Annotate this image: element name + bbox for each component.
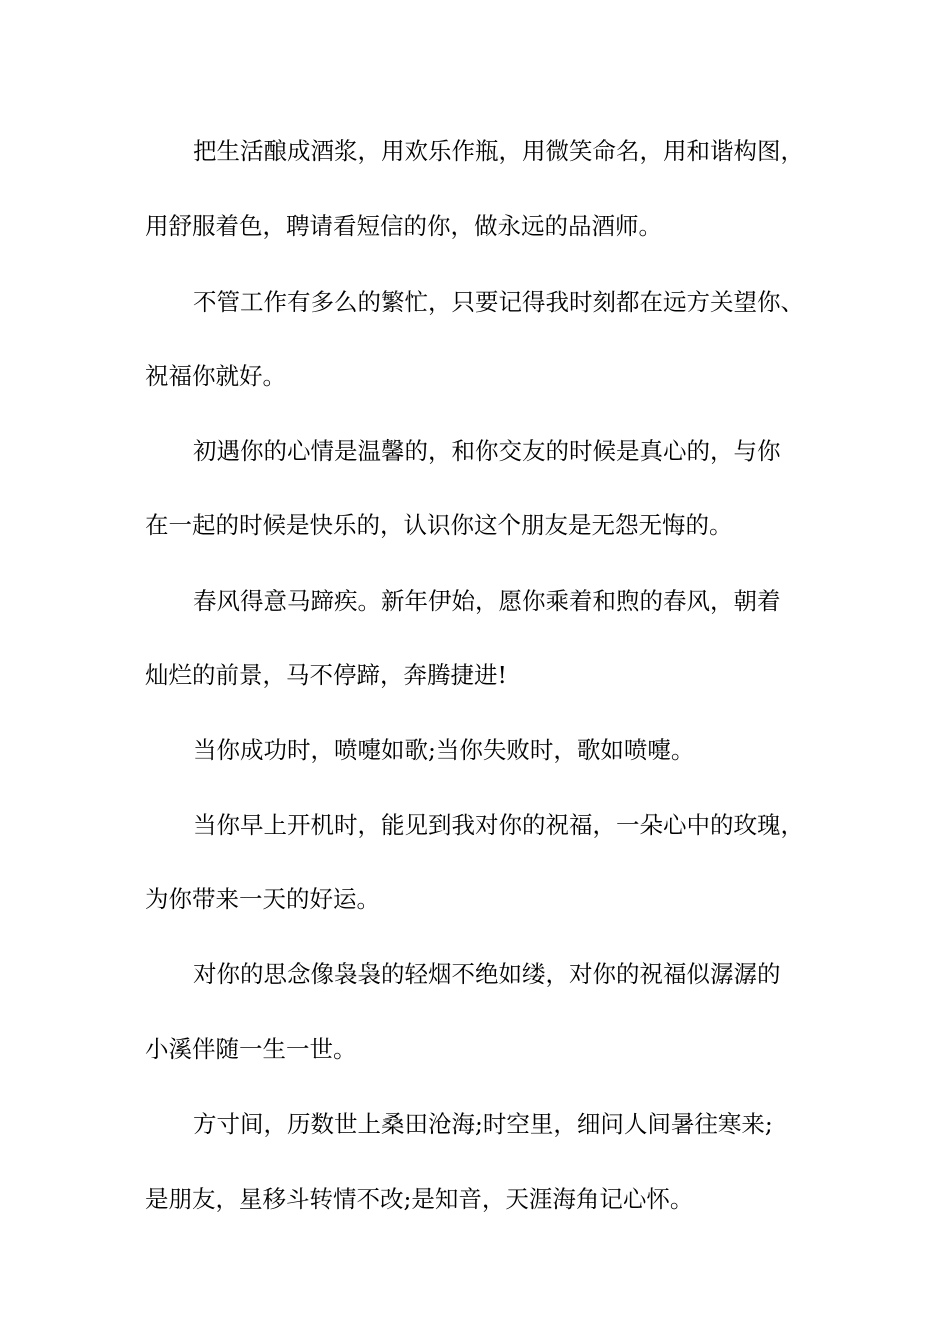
paragraph-4-line-2: 灿烂的前景，马不停蹄，奔腾捷进! bbox=[145, 661, 507, 689]
paragraph-6-line-2: 为你带来一天的好运。 bbox=[145, 885, 380, 913]
paragraph-1-line-2: 用舒服着色，聘请看短信的你，做永远的品酒师。 bbox=[145, 212, 662, 240]
paragraph-7-line-2: 小溪伴随一生一世。 bbox=[145, 1035, 357, 1063]
paragraph-3-line-2: 在一起的时候是快乐的，认识你这个朋友是无怨无悔的。 bbox=[145, 511, 733, 539]
paragraph-8-line-2: 是朋友，星移斗转情不改;是知音，天涯海角记心怀。 bbox=[145, 1185, 694, 1213]
paragraph-2-line-1: 不管工作有多么的繁忙，只要记得我时刻都在远方关望你、 bbox=[193, 288, 804, 316]
paragraph-4-line-1: 春风得意马蹄疾。新年伊始，愿你乘着和煦的春风，朝着 bbox=[193, 587, 781, 615]
paragraph-5-line-1: 当你成功时，喷嚏如歌;当你失败时，歌如喷嚏。 bbox=[193, 736, 695, 764]
paragraph-6-line-1: 当你早上开机时，能见到我对你的祝福，一朵心中的玫瑰， bbox=[193, 811, 804, 839]
paragraph-2-line-2: 祝福你就好。 bbox=[145, 362, 286, 390]
paragraph-8-line-1: 方寸间，历数世上桑田沧海;时空里，细问人间暑往寒来; bbox=[193, 1110, 773, 1138]
paragraph-7-line-1: 对你的思念像袅袅的轻烟不绝如缕，对你的祝福似潺潺的 bbox=[193, 960, 781, 988]
paragraph-1-line-1: 把生活酿成酒浆，用欢乐作瓶，用微笑命名，用和谐构图， bbox=[193, 137, 804, 165]
paragraph-3-line-1: 初遇你的心情是温馨的，和你交友的时候是真心的，与你 bbox=[193, 437, 781, 465]
